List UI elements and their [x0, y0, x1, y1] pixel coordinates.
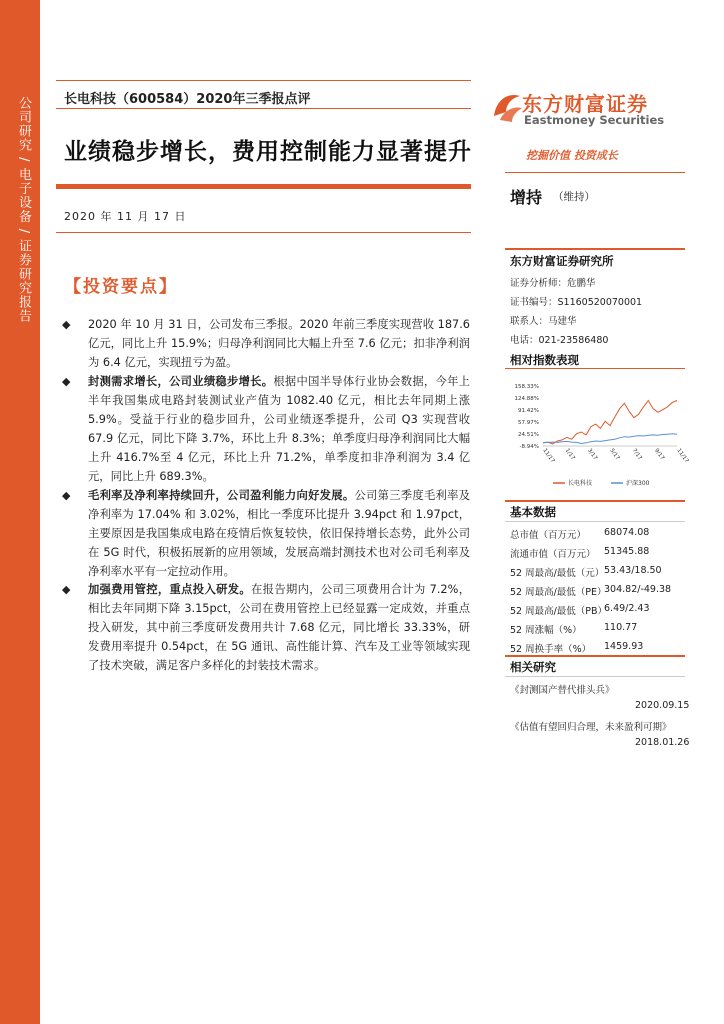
- x-tick-label: 5/17: [608, 447, 621, 462]
- y-tick-label: 57.97%: [518, 420, 539, 426]
- top-rule: [56, 80, 471, 81]
- certificate: 证书编号：S1160520070001: [510, 297, 643, 308]
- contact: 联系人：马建华: [510, 316, 577, 327]
- basic-data-value: 110.77: [604, 622, 638, 633]
- related-item-1[interactable]: 《封测国产替代排头兵》: [510, 685, 615, 696]
- bullet-text: 公司第三季度毛利率及净利率为 17.04% 和 3.02%，相比一季度环比提升 3.94pct 和 1.97pct，主要原因是我国集成电路在疫情后恢复较快，依旧保持增长态势，此外公司在 5G 时代，积极拓展新的应用领域，发展高端封测技术也对公司毛利率及净利率水平有一定拉动作用。: [88, 489, 470, 578]
- basic-sep: [505, 521, 685, 522]
- basic-data-label: 52 周换手率（%）: [510, 644, 592, 655]
- basic-data-value: 304.82/-49.38: [604, 584, 672, 595]
- basic-data-value: 53.43/18.50: [604, 565, 662, 576]
- related-date-1: 2020.09.15: [635, 700, 690, 711]
- basic-data-value: 51345.88: [604, 546, 650, 557]
- y-tick-label: 24.51%: [518, 432, 539, 438]
- basic-data-value: 1459.93: [604, 641, 644, 652]
- related-date-2: 2018.01.26: [635, 737, 690, 748]
- brand-name-en: Eastmoney Securities: [524, 113, 665, 127]
- analyst: 证券分析师：危鹏华: [510, 278, 596, 289]
- x-tick-label: 1/17: [563, 447, 576, 462]
- basic-data-label: 流通市值（百万元）: [510, 549, 596, 560]
- report-title: 业绩稳步增长，费用控制能力显著提升: [64, 139, 472, 165]
- y-tick-label: 91.42%: [518, 408, 539, 414]
- sidebar-category: 公司研究 / 电子设备 / 证券研究报告: [16, 96, 31, 324]
- section-title: 【投资要点】: [64, 277, 178, 297]
- rating: 增持: [510, 188, 543, 207]
- related-title: 相关研究: [510, 660, 556, 674]
- basic-data-value: 68074.08: [604, 527, 650, 538]
- basic-data-title: 基本数据: [510, 505, 556, 519]
- basic-data-label: 总市值（百万元）: [510, 530, 587, 541]
- brand-slogan: 挖掘价值 投资成长: [526, 149, 618, 162]
- diamond-icon: ◆: [62, 318, 71, 331]
- legend-label: 沪深300: [626, 480, 650, 487]
- basic-data-label: 52 周最高/最低（元）: [510, 568, 605, 579]
- header-rule: [56, 108, 471, 109]
- phone: 电话：021-23586480: [510, 335, 609, 346]
- brand-name-cn: 东方财富证券: [522, 92, 648, 116]
- bullet-text: 2020 年 10 月 31 日，公司发布三季报。2020 年前三季度实现营收 187.6 亿元，同比上升 15.9%；归母净利润同比大幅上升至 7.6 亿元；扣非净利润为 6.4 亿元，实现扭亏为盈。: [88, 318, 470, 369]
- legend-label: 长电科技: [568, 480, 593, 487]
- rating-sub: （维持）: [553, 191, 595, 203]
- related-sep: [505, 676, 685, 677]
- sidebar: [0, 0, 40, 1024]
- bullet-bold: 毛利率及净利率持续回升，公司盈利能力向好发展。: [88, 489, 355, 502]
- bullet-2: [62, 372, 470, 486]
- basic-data-label: 52 周涨幅（%）: [510, 625, 582, 636]
- x-tick-label: 9/17: [653, 447, 666, 462]
- report-date: 2020 年 11 月 17 日: [64, 210, 187, 223]
- diamond-icon: ◆: [62, 583, 71, 596]
- x-tick-label: 11/17: [675, 447, 690, 465]
- bullet-bold: 加强费用管控，重点投入研发。: [88, 583, 252, 596]
- bullet-1: [62, 315, 470, 372]
- series-line: [543, 401, 677, 444]
- bullet-text: 在报告期内，公司三项费用合计为 7.2%，相比去年同期下降 3.15pct，公司在费用管控上已经显露一定成效，并重点投入研发，其中前三季度研发费用共计 7.68 亿元，同比增长 33.33%，研发费用率提升 0.54pct，在 5G 通讯、高性能计算、汽车及工业等领域实现了技术突破，满足客户多样化的封装技术需求。: [88, 583, 470, 672]
- chart-rule: [505, 368, 685, 369]
- basic-data-value: 6.49/2.43: [604, 603, 650, 614]
- institute-name: 东方财富证券研究所: [510, 254, 614, 268]
- date-rule: [56, 232, 471, 233]
- bullet-text: 根据中国半导体行业协会数据，今年上半年我国集成电路封装测试业产值为 1082.40 亿元，相比去年同期上涨 5.9%。受益于行业的稳步回升，公司业绩逐季提升，公司 Q3 实现营收 67.9 亿元，同比下降 3.7%，环比上升 8.3%；单季度归母净利润同比大幅上升 416.7%至 4 亿元，环比上升 71.2%，单季度扣非净利润为 3.4 亿元，同比上升 689.3%。: [88, 375, 470, 483]
- related-rule: [505, 655, 685, 657]
- series-line: [543, 434, 677, 444]
- diamond-icon: ◆: [62, 489, 71, 502]
- bullet-3: [62, 486, 470, 581]
- x-tick-label: 7/17: [630, 447, 643, 462]
- basic-data-label: 52 周最高/最低（PE）: [510, 587, 607, 598]
- basic-data-label: 52 周最高/最低（PB）: [510, 606, 608, 617]
- y-tick-label: -8.94%: [519, 444, 539, 450]
- y-tick-label: 158.33%: [514, 384, 539, 390]
- basic-rule: [505, 500, 685, 502]
- x-tick-label: 11/17: [541, 447, 556, 465]
- bullet-bold: 封测需求增长，公司业绩稳步增长。: [88, 375, 274, 388]
- stock-header: 长电科技（600584）2020年三季报点评: [64, 92, 311, 107]
- chart-title: 相对指数表现: [510, 353, 579, 367]
- slogan-rule: [505, 172, 685, 173]
- y-tick-label: 124.88%: [514, 396, 539, 402]
- institute-rule: [505, 248, 685, 250]
- diamond-icon: ◆: [62, 375, 71, 388]
- x-tick-label: 3/17: [586, 447, 599, 462]
- title-bar: [56, 184, 471, 189]
- bullet-4: [62, 580, 470, 675]
- related-item-2[interactable]: 《估值有望回归合理，未来盈利可期》: [510, 722, 672, 733]
- relative-index-chart: [505, 378, 690, 493]
